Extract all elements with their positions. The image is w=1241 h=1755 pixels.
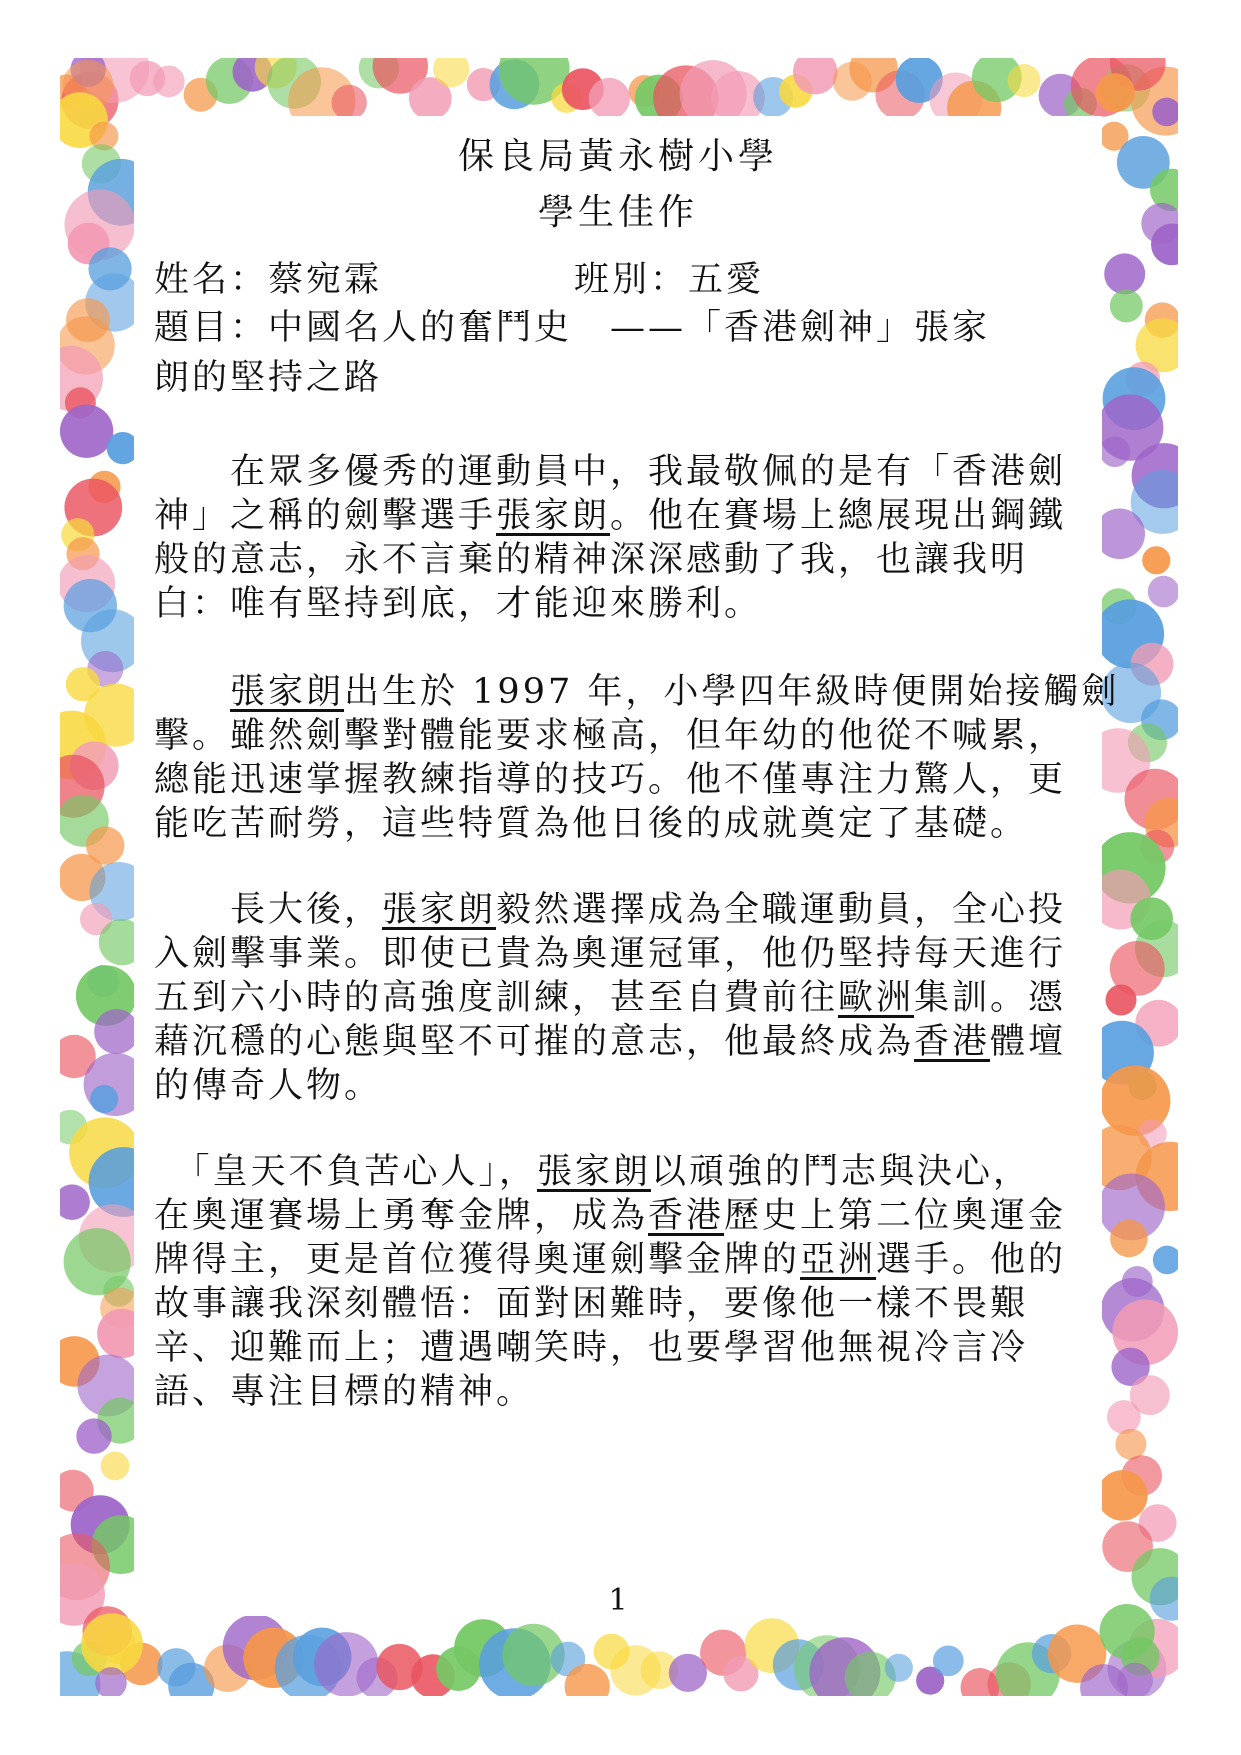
p3-line-5: 的傳奇人物。 (154, 1066, 383, 1106)
p2-line-4: 能吃苦耐勞，這些特質為他日後的成就奠定了基礎。 (154, 804, 1029, 844)
class-label: 班別： (574, 260, 689, 300)
border-dot (1110, 289, 1143, 322)
border-dot (933, 1646, 964, 1677)
topic-label: 題目： (154, 308, 269, 348)
border-dot (1100, 436, 1131, 467)
name-value: 蔡宛霖 (268, 260, 383, 300)
topic-line-2: 朗的堅持之路 (154, 358, 383, 398)
p4-line-4: 故事讓我深刻體悟：面對困難時，要像他一樣不畏艱 (154, 1284, 1029, 1324)
page-number: 1 (608, 1583, 628, 1618)
border-dot (1097, 1470, 1148, 1521)
p3-line-1-b: 毅然選擇成為全職運動員，全心投 (496, 890, 1067, 930)
border-dot (1104, 253, 1145, 294)
p4-line-1-a: 「皇天不負苦心人」， (154, 1152, 538, 1192)
border-dot (1115, 1429, 1146, 1460)
border-dot (60, 1184, 90, 1220)
border-dot (153, 66, 185, 98)
border-dot (1107, 1400, 1141, 1434)
border-dot (94, 1009, 139, 1054)
p4-line-5: 辛、迎難而上；遭遇嘲笑時，也要學習他無視冷言冷 (154, 1328, 1029, 1368)
p2-line-2: 擊。雖然劍擊對體能要求極高，但年幼的他從不喊累， (154, 716, 1067, 756)
p4-line-2 (154, 1188, 1084, 1238)
p3-place-hongkong: 香港 (914, 1022, 991, 1062)
p3-line-1 (154, 882, 1084, 932)
p4-line-6: 語、專注目標的精神。 (154, 1372, 535, 1412)
p4-line-1-b: 以頑強的鬥志與決心， (651, 1152, 1032, 1192)
document-page (134, 116, 1120, 1618)
border-dot (332, 85, 367, 120)
border-dot (1106, 985, 1137, 1016)
border-dot (1110, 1220, 1148, 1258)
topic-line-1 (154, 300, 1084, 350)
p2-indent (154, 672, 230, 712)
p3-line-3-b: 集訓。憑 (914, 978, 1067, 1018)
p4-line-2-b: 歷史上第二位奧運金 (724, 1196, 1067, 1236)
p2-person-name: 張家朗 (230, 672, 345, 712)
p3-place-europe: 歐洲 (838, 978, 915, 1018)
p1-line-2-b: 。他在賽場上總展現出鋼鐵 (610, 496, 1067, 536)
p4-line-3 (154, 1232, 1084, 1282)
border-dot (81, 1613, 143, 1675)
p4-line-3-b: 選手。他的 (876, 1240, 1067, 1280)
p3-line-4-b: 體壇 (990, 1022, 1067, 1062)
p4-place-hongkong: 香港 (648, 1196, 725, 1236)
p3-line-3-a: 五到六小時的高強度訓練，甚至自費前往 (154, 978, 839, 1018)
p3-line-4 (154, 1014, 1084, 1064)
p3-person-name: 張家朗 (382, 890, 497, 930)
p1-line-2 (154, 488, 1084, 538)
p3-line-2: 入劍擊事業。即使已貴為奧運冠軍，他仍堅持每天進行 (154, 934, 1067, 974)
topic-text-1: 中國名人的奮鬥史 ——「香港劍神」張家 (268, 308, 991, 348)
border-dot (1142, 546, 1170, 574)
p4-line-2-a: 在奧運賽場上勇奪金牌，成為 (154, 1196, 649, 1236)
p3-line-3 (154, 970, 1084, 1020)
name-label: 姓名： (154, 260, 269, 300)
p4-line-1 (154, 1144, 1084, 1194)
school-name: 保良局黃永樹小學 (457, 136, 778, 177)
p1-line-1: 在眾多優秀的運動員中，我最敬佩的是有「香港劍 (154, 452, 1067, 492)
border-dot (101, 1452, 130, 1481)
p2-line-1-b: 出生於 1997 年，小學四年級時便開始接觸劍 (344, 672, 1120, 712)
border-dot (76, 1418, 111, 1453)
border-dot (1008, 64, 1041, 97)
document-title: 學生佳作 (537, 192, 698, 233)
p1-line-3: 般的意志，永不言棄的精神深深感動了我，也讓我明 (154, 540, 1029, 580)
border-dot (1148, 576, 1178, 608)
border-dot (90, 1085, 118, 1113)
p2-line-1 (154, 664, 1120, 714)
p4-place-asia: 亞洲 (800, 1240, 877, 1280)
p2-line-3: 總能迅速掌握教練指導的技巧。他不僅專注力驚人，更 (154, 760, 1067, 800)
p3-line-1-a: 長大後， (154, 890, 383, 930)
p3-line-4-a: 藉沉穩的心態與堅不可摧的意志，他最終成為 (154, 1022, 915, 1062)
p1-person-name: 張家朗 (496, 496, 611, 536)
class-value: 五愛 (688, 260, 765, 300)
border-dot (589, 78, 630, 119)
p1-line-4: 白：唯有堅持到底，才能迎來勝利。 (154, 584, 763, 624)
name-class-line (154, 252, 1084, 302)
border-dot (885, 1654, 913, 1682)
p4-person-name: 張家朗 (537, 1152, 652, 1192)
p4-line-3-a: 牌得主，更是首位獲得奧運劍擊金牌的 (154, 1240, 801, 1280)
border-dot (60, 405, 113, 458)
border-dot (1153, 1246, 1178, 1275)
p1-line-2-a: 神」之稱的劍擊選手 (154, 496, 497, 536)
border-dot (1096, 73, 1135, 112)
